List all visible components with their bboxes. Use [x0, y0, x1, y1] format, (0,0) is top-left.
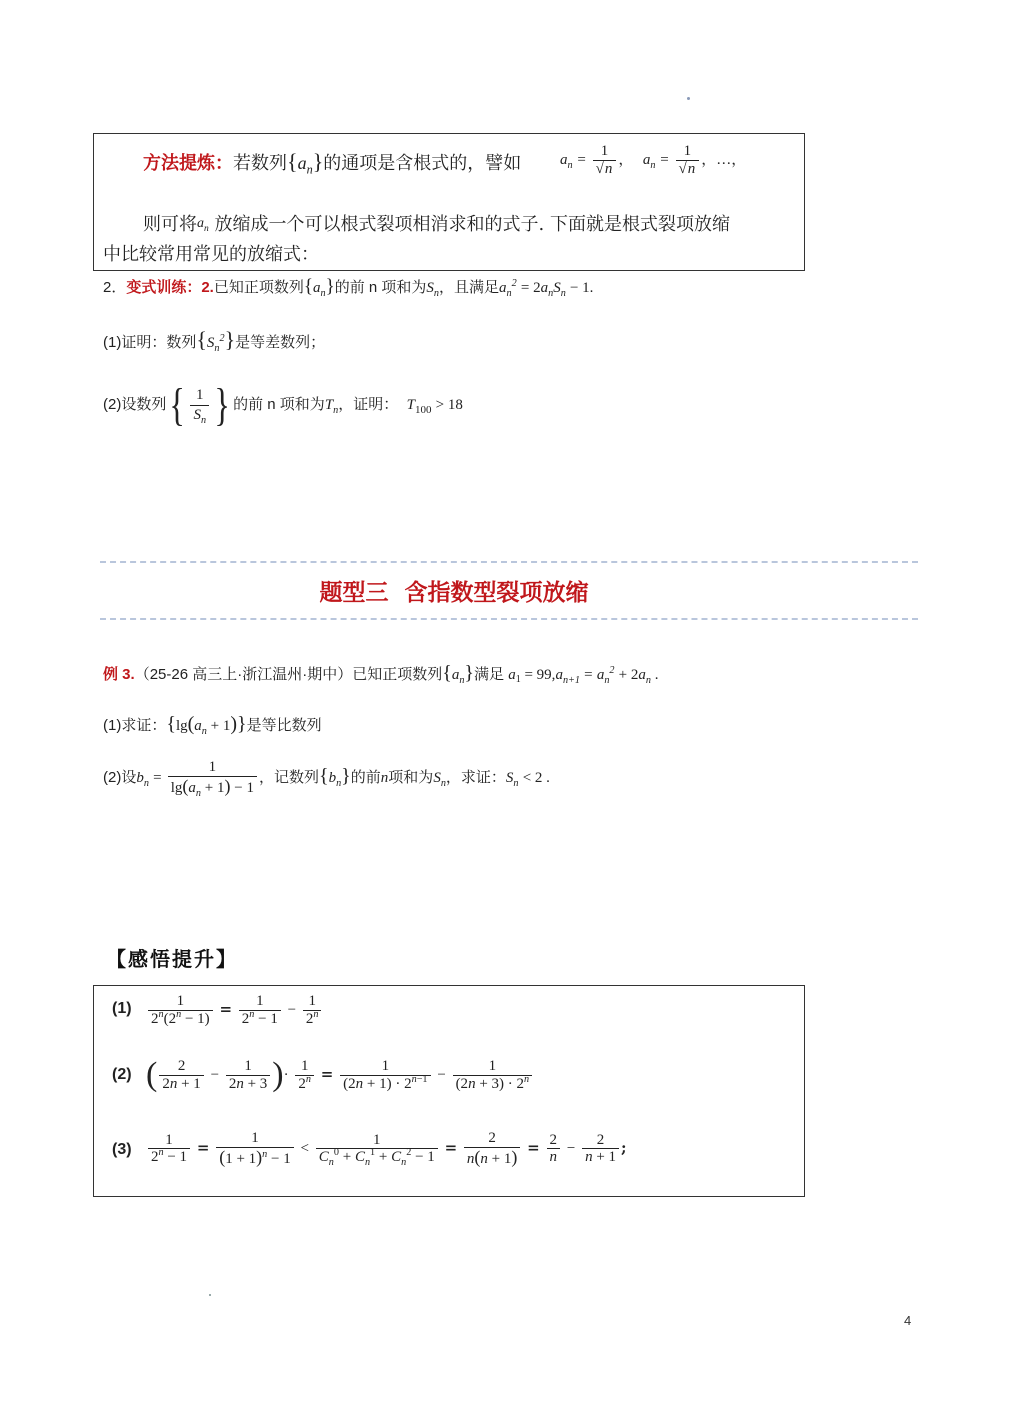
insight-item-2-label: (2)	[112, 1066, 132, 1083]
exercise2-part2: (2)设数列{ $\frac{1}{S_n}$ } 的前 n 项和为$T_n$，证明： $T_{100} > 18$	[103, 379, 463, 431]
insight-item-1-label: (1)	[112, 1000, 132, 1017]
exercise2-part1: (1)证明：数列$\{S_n^2\}$是等差数列；	[103, 327, 326, 354]
method-line1-text: 若数列	[233, 153, 287, 174]
exercise2-stem: 2．变式训练：2.已知正项数列$\{a_n\}$的前 n 项和为$S_n$，且满足$a_n^2 = 2a_nS_n - 1$.	[103, 276, 594, 299]
method-formula-examples: $a_n$ = $\frac{1}{√n}$ ， $a_n$ = $\frac{1}{√n}$ ，…，	[560, 143, 747, 177]
example3-part2: (2)设$b_n$ = $\frac{1}{\lg(a_n + 1) - 1}$ ，记数列$\{b_n\}$的前n项和为$S_n$，求证：$S_n < 2$ .	[103, 759, 550, 799]
section-divider-bottom	[100, 618, 918, 620]
scan-dot	[687, 97, 690, 100]
scan-dot-bottom	[209, 1294, 211, 1296]
insight-formula-1: $\frac{1}{2^n(2^n - 1)}$ = $\frac{1}{2^n - 1}$ − $\frac{1}{2^n}$	[146, 993, 323, 1027]
method-label: 方法提炼：	[143, 153, 233, 174]
example3-stem: 例 3.（25-26 高三上·浙江温州·期中）已知正项数列$\{a_n\}$满足 $a_1 = 99,a_{n+1} = a_n^2 + 2a_n$ .	[103, 662, 659, 686]
method-line-1: 方法提炼：若数列$\{a_n\}$的通项是含根式的，譬如	[143, 149, 522, 177]
example3-part1: (1)求证：$\{\lg(a_n + 1)\}$是等比数列	[103, 713, 322, 737]
insight-formula-2: ( $\frac{2}{2n + 1}$ − $\frac{1}{2n + 3}$ )· $\frac{1}{2^n}$ = $\frac{1}{(2n + 1) \cdot 2^{n-1}}$ − $\frac{1}{(2n + 3) \cdot 2^n}$	[146, 1056, 534, 1094]
method-line1-after: 的通项是含根式的，譬如	[323, 153, 522, 174]
insight-heading: 【感悟提升】	[106, 947, 238, 971]
section-title: 题型三 含指数型裂项放缩	[319, 579, 589, 606]
method-line-2: 则可将$a_n$ 放缩成一个可以根式裂项相消求和的式子. 下面就是根式裂项放缩	[143, 214, 730, 235]
section-divider-top	[100, 561, 918, 563]
insight-formula-3: $\frac{1}{2^n - 1}$ = $\frac{1}{(1 + 1)^n - 1}$ < $\frac{1}{C_n^0 + C_n^1 + C_n^2 - 1}$ = $\frac{2}{n(n + 1)}$ = $\frac{2}{n}$ − $\frac{2}{n + 1}$ ;	[146, 1130, 627, 1167]
method-line-3: 中比较常用常见的放缩式：	[103, 244, 319, 265]
page-number: 4	[904, 1313, 912, 1328]
insight-item-3-label: (3)	[112, 1141, 132, 1158]
